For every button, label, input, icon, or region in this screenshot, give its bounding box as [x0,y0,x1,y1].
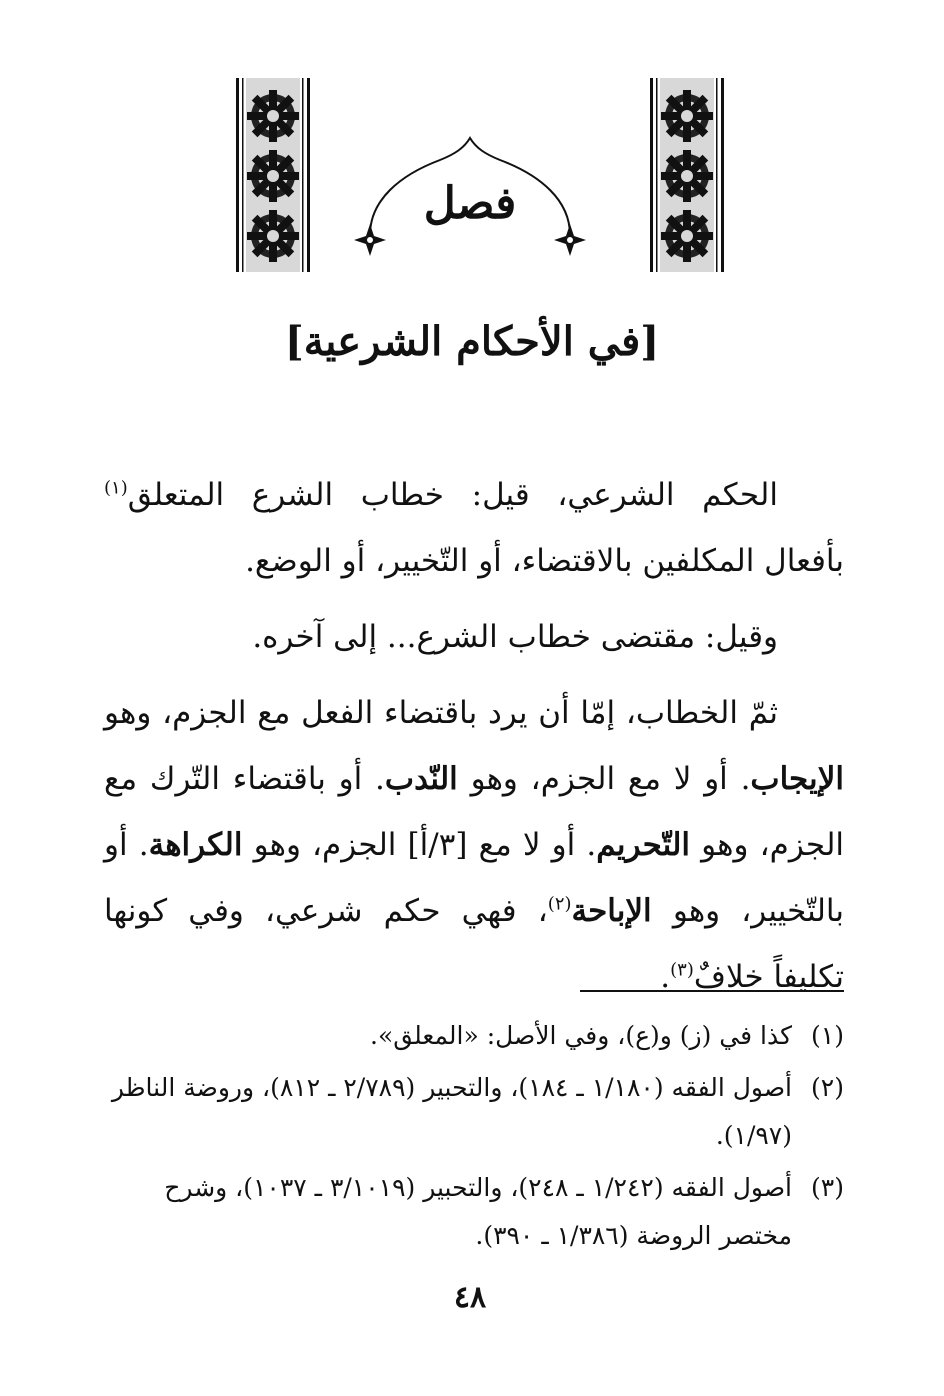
footnote-number: (١) [811,1021,844,1050]
footnote-number: (٢) [811,1073,844,1102]
text-run: وقيل: مقتضى خطاب الشرع... إلى آخره. [252,619,778,655]
term-karaha: الكراهة [148,827,243,863]
term-ijab: الإيجاب [750,761,844,797]
term-ibaha: الإباحة [571,893,652,929]
footnote-ref-3: (٣) [670,959,694,981]
paragraph-3 [104,680,844,1010]
footnote-2 [100,1064,844,1160]
footnote-text: أصول الفقه (١/١٨٠ ـ ١٨٤)، والتحبير (٢/٧٨٩ ـ ٨١٢)، وروضة الناظر (١/٩٧). [111,1073,792,1150]
paragraph-2 [104,604,844,670]
footnote-ref-2: (٢) [547,893,572,915]
text-run: . أو بالتّخيير، وهو [104,827,844,929]
text-run: الحكم الشرعي، قيل: خطاب الشرع المتعلق [127,477,778,513]
footnote-ref-1: (١) [104,477,128,499]
text-run: . أو لا مع الجزم، وهو [457,761,751,797]
footnote-text: أصول الفقه (١/٢٤٢ ـ ٢٤٨)، والتحبير (٣/١٠١٩ ـ ١٠٣٧)، وشرح مختصر الروضة (١/٣٨٦ ـ ٣٩٠). [164,1173,792,1250]
term-tahrim: التّحريم [596,827,691,863]
text-run: ، فهي حكم شرعي، وفي كونها تكليفاً خلافٌ [104,893,844,995]
term-nadb: النّدب [384,761,458,797]
section-label: فصل [423,178,517,229]
text-run: . [660,959,671,995]
text-run: . أو لا مع [٣/أ] الجزم، وهو [242,827,597,863]
right-ornament-icon [650,78,724,272]
chapter-title: [في الأحكام الشرعية] [284,318,660,365]
text-run: . أو باقتضاء التّرك مع الجزم، وهو [104,761,845,863]
page-number: ٤٨ [453,1280,487,1315]
footnotes [100,1012,844,1264]
footnote-number: (٣) [811,1173,844,1202]
main-text [104,462,844,1020]
paragraph-1 [104,462,844,594]
footnote-3 [100,1164,844,1260]
text-run: ثمّ الخطاب، إمّا أن يرد باقتضاء الفعل مع الجزم، وهو [104,695,778,731]
footnote-divider [580,990,844,992]
left-ornament-icon [236,78,310,272]
text-run: بأفعال المكلفين بالاقتضاء، أو التّخيير، أو الوضع. [245,543,844,579]
footnote-1 [100,1012,844,1060]
footnote-text: كذا في (ز) و(ع)، وفي الأصل: «المعلق». [370,1021,792,1050]
